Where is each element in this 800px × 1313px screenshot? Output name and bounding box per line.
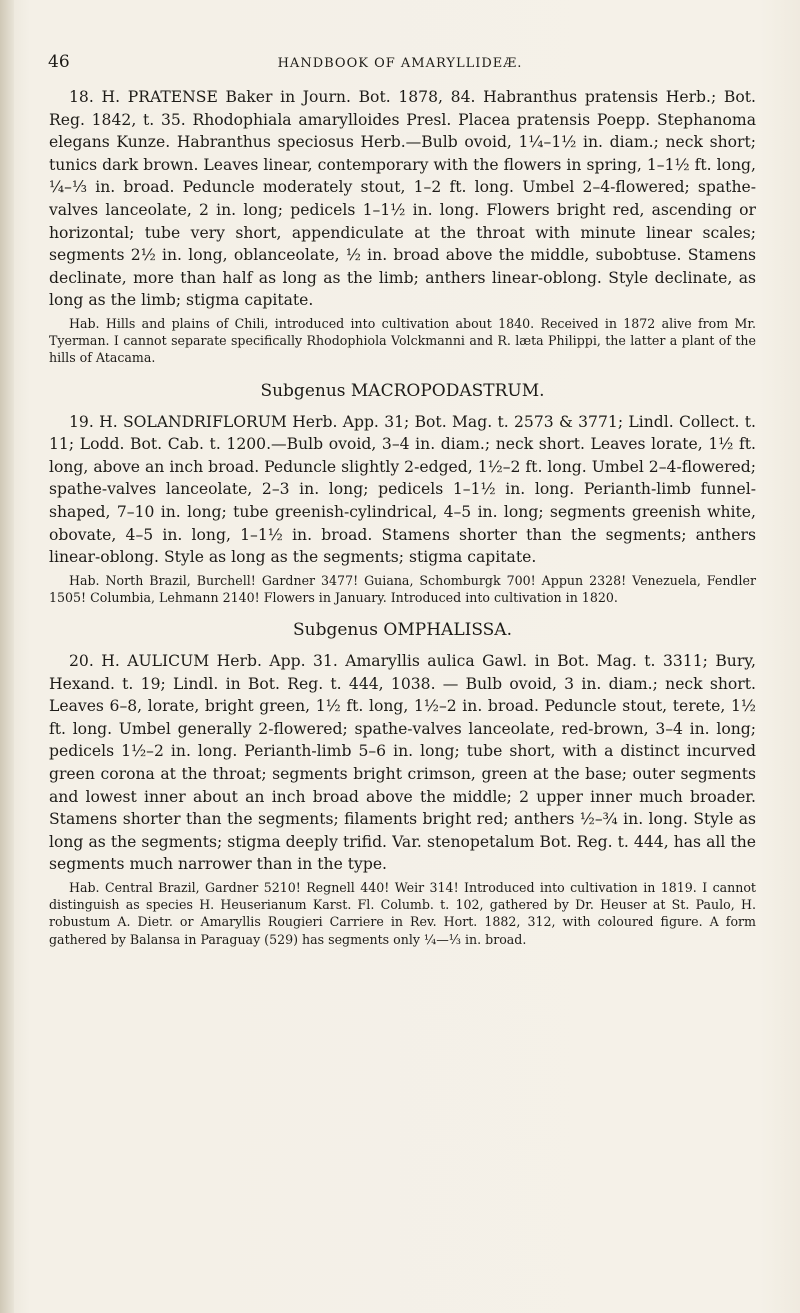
page-gutter-shadow <box>0 0 14 1313</box>
entry-18-description: 18. H. PRATENSE Baker in Journ. Bot. 1878, 84. Habranthus pratensis Herb.; Bot. Reg. 1842, t. 35. Rhodophiala amarylloides Presl. Placea pratensis Poepp. Stephanoma elegans Kunze. Habranthus speciosus Herb.—Bulb ovoid, 1¼–1½ in. diam.; neck short; tunics dark brown. Leaves linear, contemporary with the flowers in spring, 1–1½ ft. long, ¼–⅓ in. broad. Peduncle moderately stout, 1–2 ft. long. Umbel 2–4-flowered; spathe-valves lanceolate, 2 in. long; pedicels 1–1½ in. long. Flowers bright red, ascending or horizontal; tube very short, appendiculate at the throat with minute linear scales; segments 2½ in. long, oblanceolate, ½ in. broad above the middle, subobtuse. Stamens declinate, more than half as long as the limb; anthers linear-oblong. Style declinate, as long as the limb; stigma capitate. <box>49 88 756 310</box>
entry-19-description: 19. H. SOLANDRIFLORUM Herb. App. 31; Bot. Mag. t. 2573 & 3771; Lindl. Collect. t. 11; Lodd. Bot. Cab. t. 1200.—Bulb ovoid, 3–4 in. diam.; neck short. Leaves lorate, 1½ ft. long, above an inch broad. Peduncle slightly 2-edged, 1½–2 ft. long. Umbel 2–4-flowered; spathe-valves lanceolate, 2–3 in. long; pedicels 1–1½ in. long. Perianth-limb funnel-shaped, 7–10 in. long; tube greenish-cylindrical, 4–5 in. long; segments greenish white, obovate, 4–5 in. long, 1–1½ in. broad. Stamens shorter than the segments; anthers linear-oblong. Style as long as the segments; stigma capitate. <box>49 412 756 567</box>
entry-18-habitat: Hab. Hills and plains of Chili, introduced into cultivation about 1840. Received in 1872 alive from Mr. Tyerman. I cannot separate specifically Rhodophiola Volckmanni and R. læta Philippi, the latter a plant of the hills of Atacama. <box>49 315 756 366</box>
page-number: 46 <box>48 52 70 72</box>
entry-20-habitat: Hab. Central Brazil, Gardner 5210! Regnell 440! Weir 314! Introduced into cultivation in 1819. I cannot distinguish as species H. Heuserianum Karst. Fl. Columb. t. 102, gathered by Dr. Heuser at St. Paulo, H. robustum A. Dietr. or Amaryllis Rougieri Carriere in Rev. Hort. 1882, 312, with coloured figure. A form gathered by Balansa in Paraguay (529) has segments only ¼—⅓ in. broad. <box>49 880 756 947</box>
running-head: HANDBOOK OF AMARYLLIDEÆ. <box>277 56 523 71</box>
page-body <box>49 86 756 948</box>
entry-19-habitat: Hab. North Brazil, Burchell! Gardner 3477! Guiana, Schomburgk 700! Appun 2328! Venezuela, Fendler 1505! Columbia, Lehmann 2140! Flowers in January. Introduced into cultivation in 1820. <box>49 572 756 605</box>
subgenus-heading-omphalissa: Subgenus OMPHALISSA. <box>292 620 512 641</box>
entry-20-description: 20. H. AULICUM Herb. App. 31. Amaryllis aulica Gawl. in Bot. Mag. t. 3311; Bury, Hexand. t. 19; Lindl. in Bot. Reg. t. 444, 1038. — Bulb ovoid, 3 in. diam.; neck short. Leaves 6–8, lorate, bright green, 1½ ft. long, 1½–2 in. broad. Peduncle stout, terete, 1½ ft. long. Umbel generally 2-flowered; spathe-valves lanceolate, red-brown, 3–4 in. long; pedicels 1½–2 in. long. Perianth-limb 5–6 in. long; tube short, with a distinct incurved green corona at the throat; segments bright crimson, green at the base; outer segments and lowest inner about an inch broad above the middle; 2 upper inner much broader. Stamens shorter than the segments; filaments bright red; anthers ½–¾ in. long. Style as long as the segments; stigma deeply trifid. Var. stenopetalum Bot. Reg. t. 444, has all the segments much narrower than in the type. <box>49 652 756 874</box>
subgenus-heading-macropodastrum: Subgenus MACROPODASTRUM. <box>260 380 545 401</box>
